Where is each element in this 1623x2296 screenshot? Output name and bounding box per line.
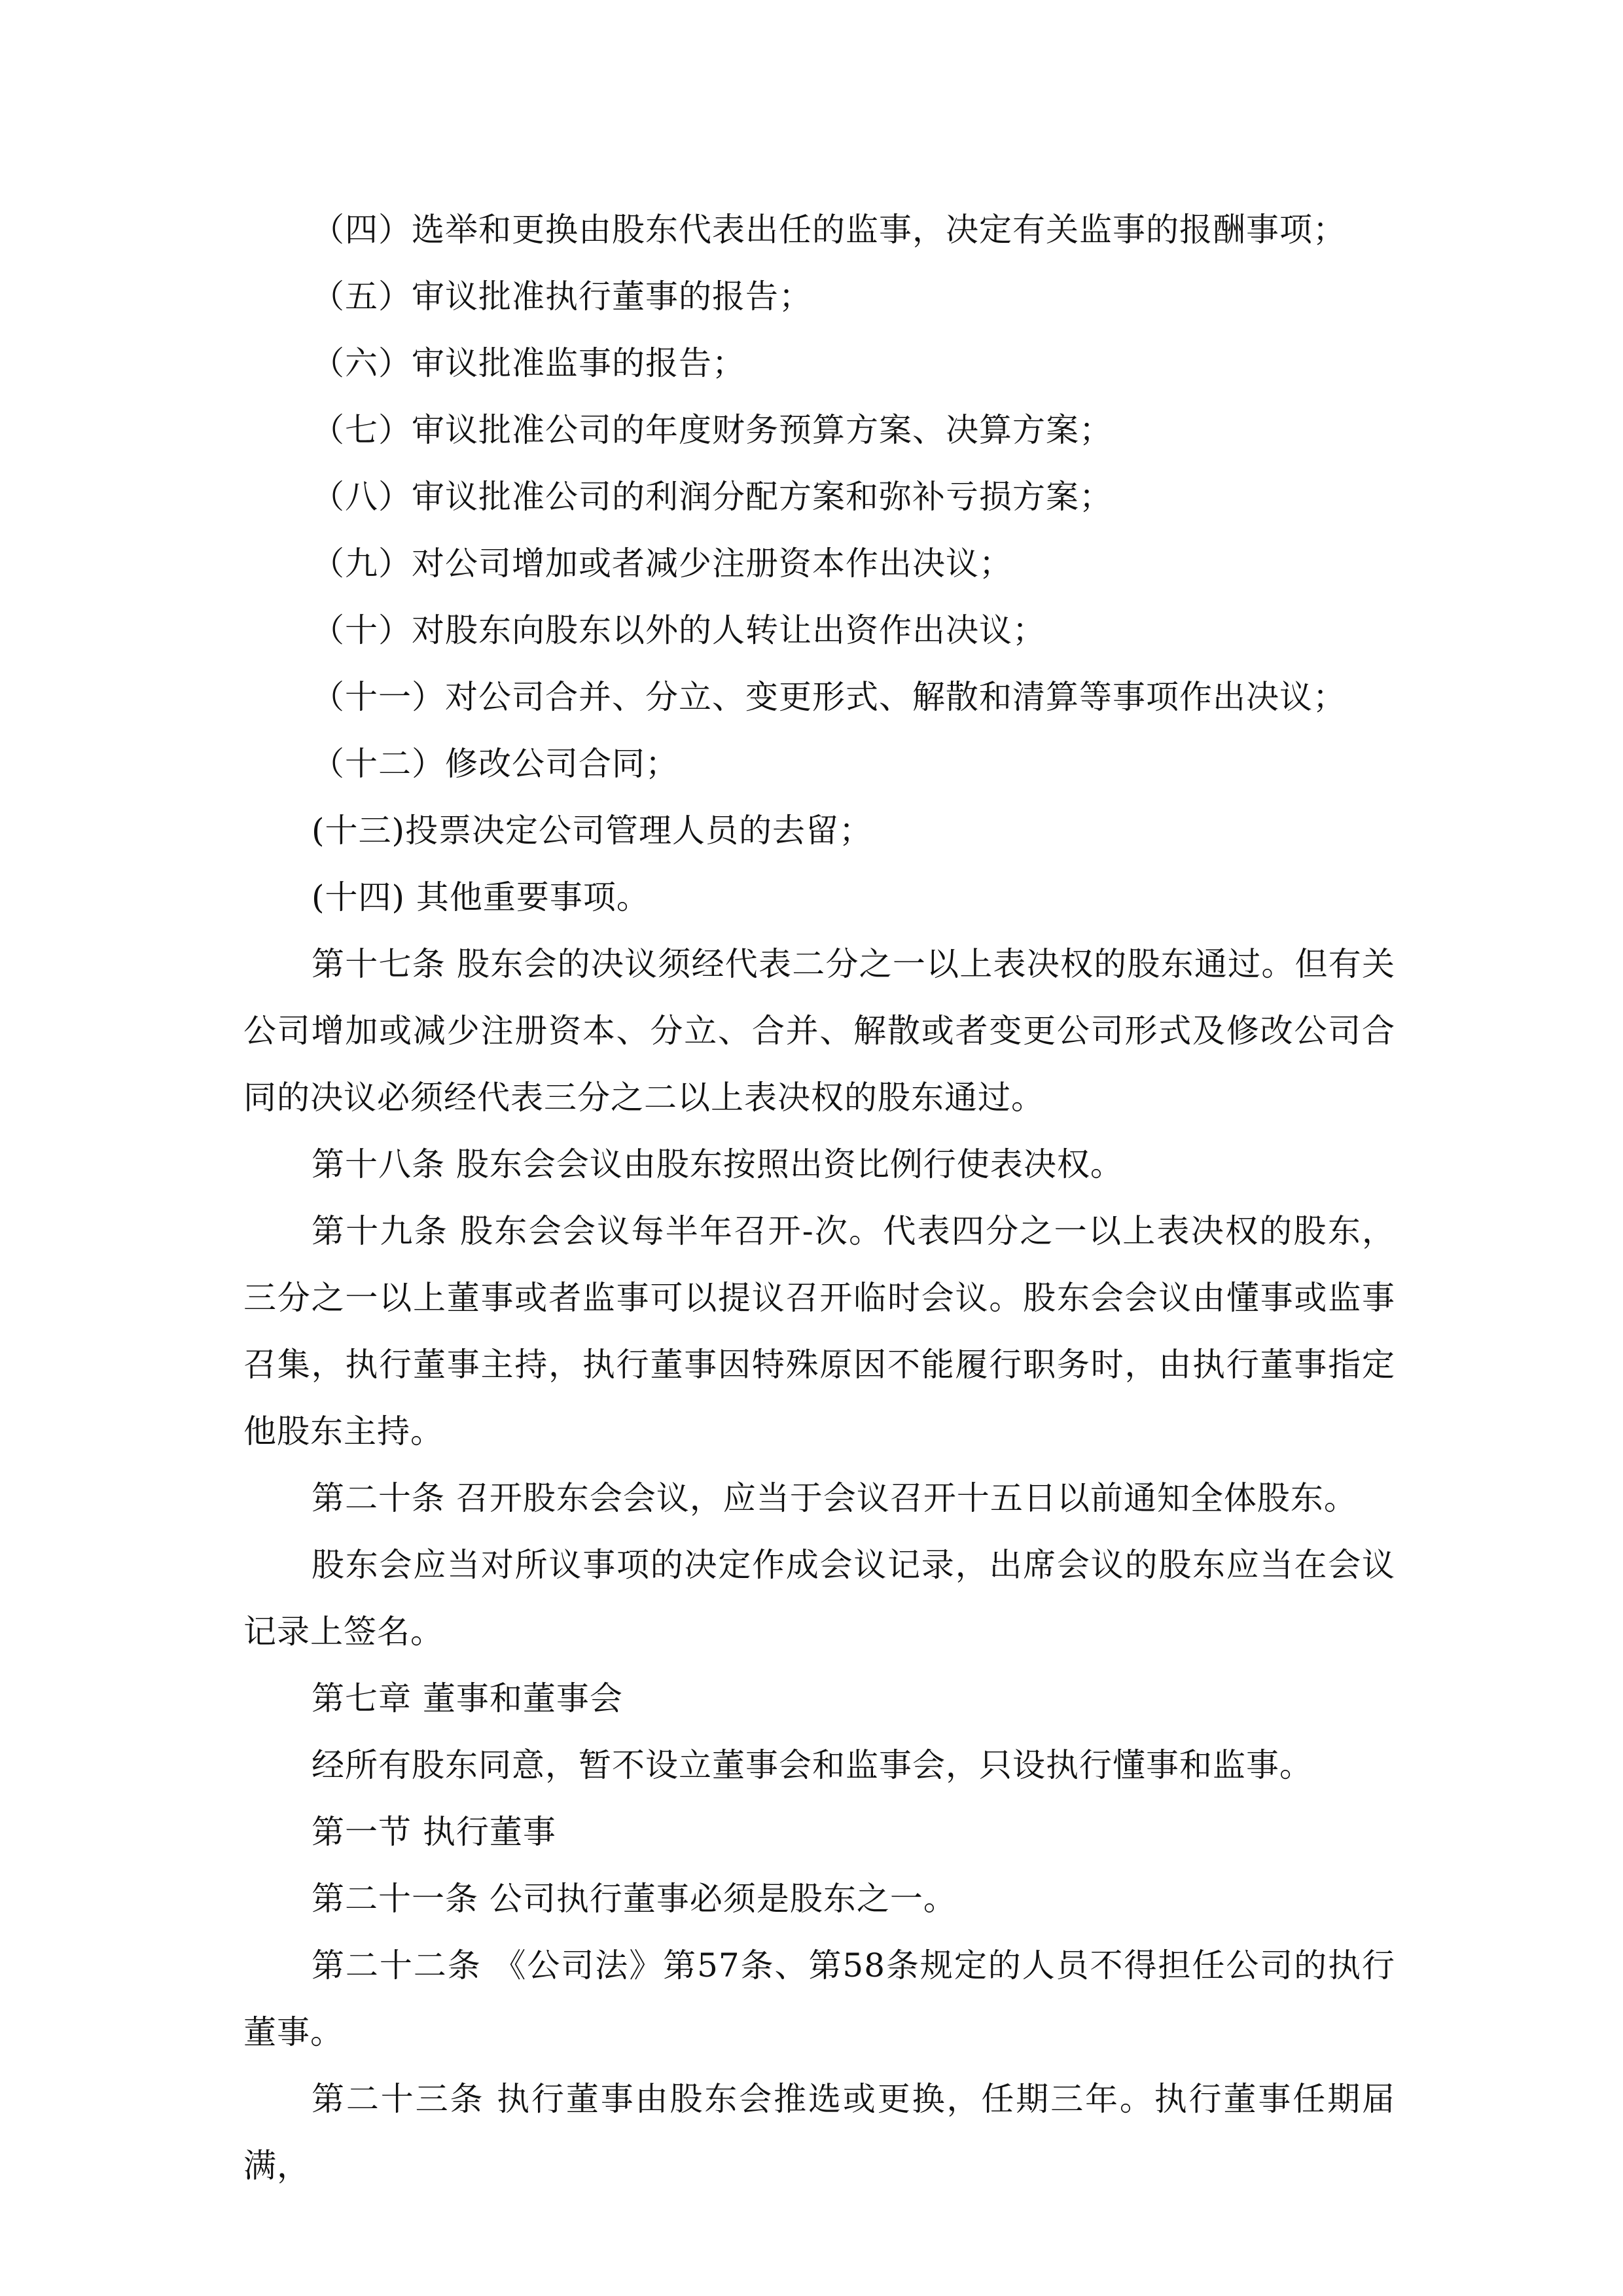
- board-setup-paragraph: 经所有股东同意，暂不设立董事会和监事会，只设执行懂事和监事。: [312, 1746, 1313, 1784]
- list-item-5: （五）审议批准执行董事的报告；: [312, 278, 812, 315]
- list-item-10: （十）对股东向股东以外的人转让出资作出决议；: [312, 611, 1046, 649]
- list-item-14: (十四) 其他重要事项。: [312, 878, 650, 916]
- article-19: 第十九条 股东会会议每半年召开-次。代表四分之一以上表决权的股东，三分之一以上董事或者监事可以提议召开临时会议。股东会会议由懂事或监事召集，执行董事主持，执行董事因特殊原因不能履行职务时，由执行董事指定他股东主持。: [243, 1212, 1395, 1450]
- chapter-7-heading: 第七章 董事和董事会: [312, 1679, 623, 1717]
- meeting-record-paragraph: 股东会应当对所议事项的决定作成会议记录，出席会议的股东应当在会议记录上签名。: [243, 1546, 1395, 1651]
- section-1-heading: 第一节 执行董事: [312, 1813, 556, 1851]
- article-18: 第十八条 股东会会议由股东按照出资比例行使表决权。: [312, 1145, 1124, 1183]
- article-17: 第十七条 股东会的决议须经代表二分之一以上表决权的股东通过。但有关公司增加或减少注册资本、分立、合并、解散或者变更公司形式及修改公司合同的决议必须经代表三分之二以上表决权的股东通过。: [243, 945, 1395, 1117]
- list-item-9: （九）对公司增加或者减少注册资本作出决议；: [312, 545, 1012, 583]
- article-23: 第二十三条 执行董事由股东会推选或更换，任期三年。执行董事任期届满，: [243, 2080, 1395, 2185]
- document-body: [243, 196, 1395, 2199]
- article-20: 第二十条 召开股东会会议，应当于会议召开十五日以前通知全体股东。: [312, 1479, 1357, 1517]
- article-22: 第二十二条 《公司法》第57条、第58条规定的人员不得担任公司的执行董事。: [243, 1946, 1395, 2051]
- list-item-4: （四）选举和更换由股东代表出任的监事，决定有关监事的报酬事项；: [312, 211, 1346, 249]
- list-item-11: （十一）对公司合并、分立、变更形式、解散和清算等事项作出决议；: [312, 678, 1346, 716]
- list-item-13: (十三)投票决定公司管理人员的去留；: [312, 812, 873, 850]
- list-item-7: （七）审议批准公司的年度财务预算方案、决算方案；: [312, 411, 1113, 449]
- article-21: 第二十一条 公司执行董事必须是股东之一。: [312, 1880, 957, 1918]
- list-item-12: （十二）修改公司合同；: [312, 745, 679, 783]
- list-item-6: （六）审议批准监事的报告；: [312, 344, 745, 382]
- list-item-8: （八）审议批准公司的利润分配方案和弥补亏损方案；: [312, 478, 1113, 516]
